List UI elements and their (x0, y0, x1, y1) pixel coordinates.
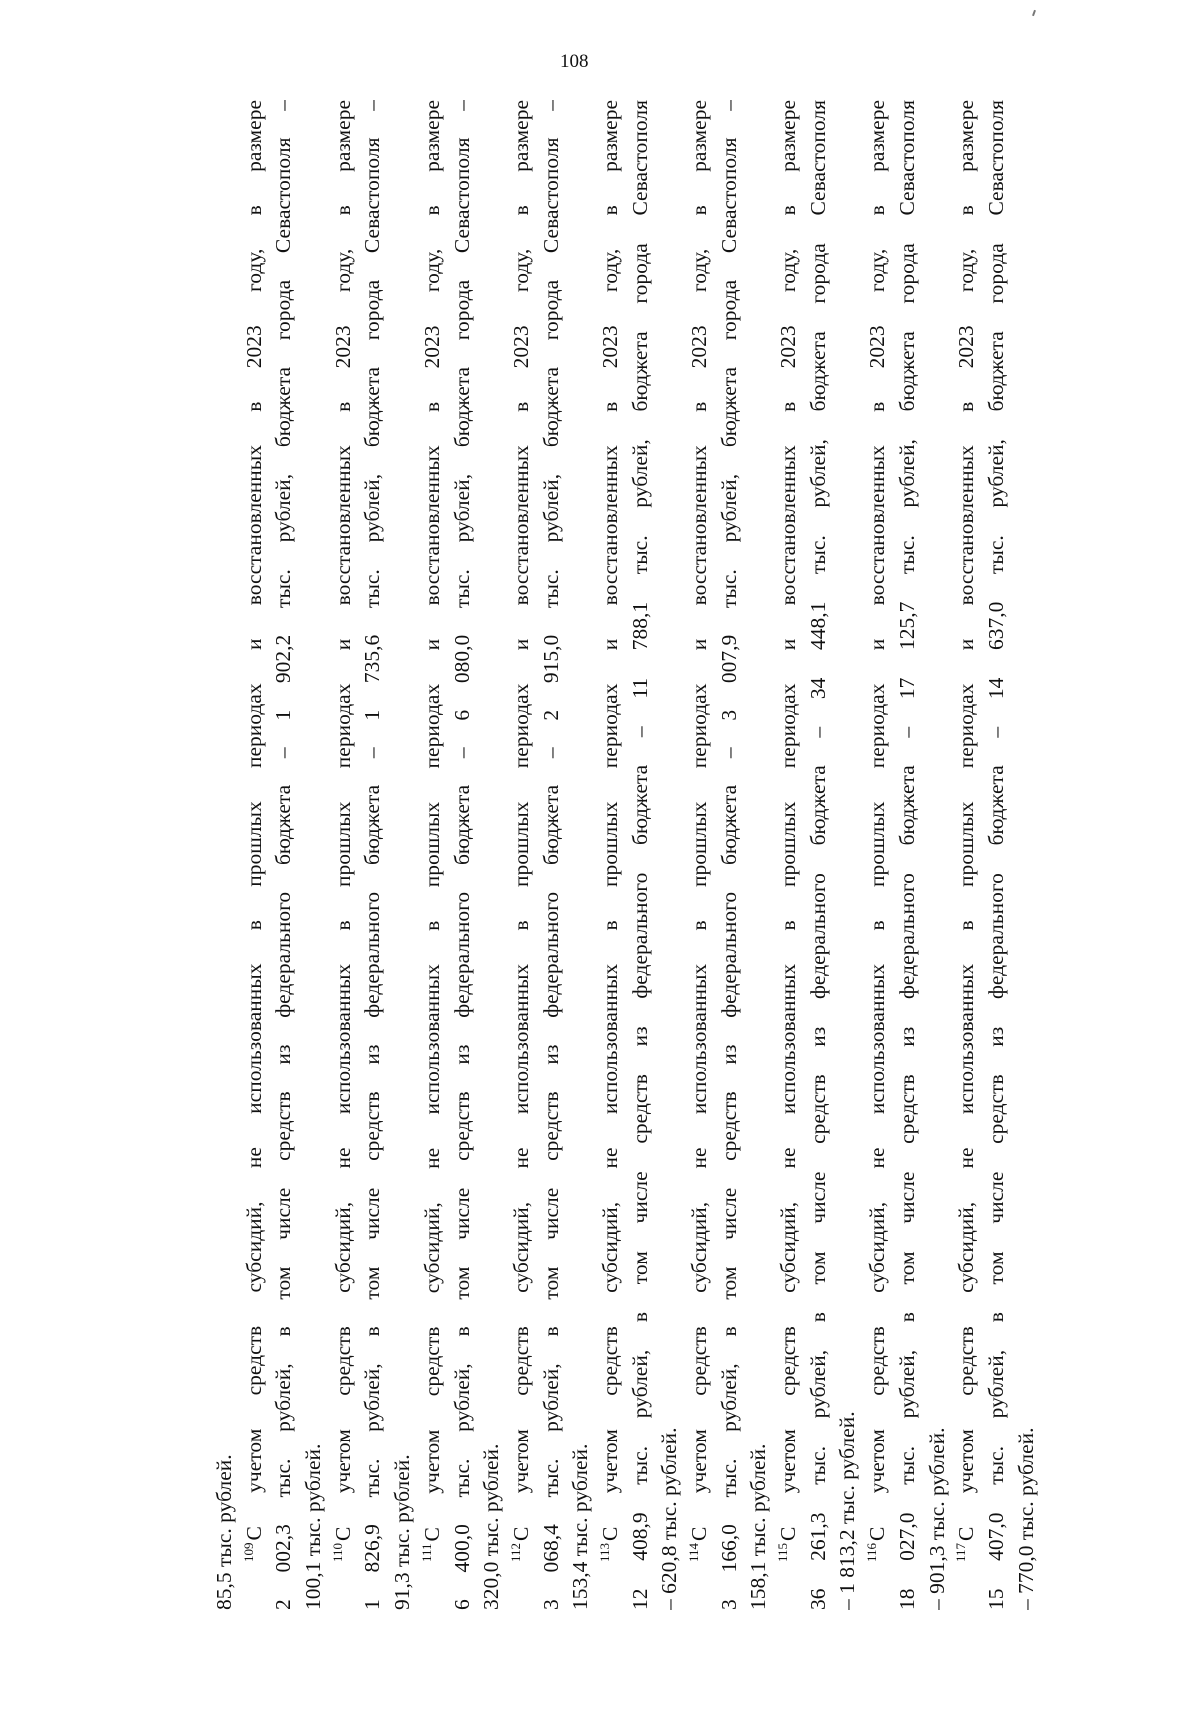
footnote-text: С учетом средств субсидий, не использованных в прошлых периодах и восстановленных в 2023 году, в размере (241, 100, 266, 1541)
footnote-line-end: 91,3 тыс. рублей. (390, 1454, 415, 1610)
footnote-line-start (952, 100, 982, 1610)
footnote-text: С учетом средств субсидий, не использованных в прошлых периодах и восстановленных в 2023 году, в размере (597, 100, 622, 1541)
footnote-line-end: 100,1 тыс. рублей. (301, 1443, 326, 1610)
footnote-line-end: – 770,0 тыс. рублей. (1013, 1427, 1038, 1610)
footnote-text: С учетом средств субсидий, не использованных в прошлых периодах и восстановленных в 2023 году, в размере (687, 100, 711, 1541)
footnote-line-end: – 620,8 тыс. рублей. (657, 1427, 682, 1610)
footnote-line-continued: 36 261,3 тыс. рублей, в том числе средств из федерального бюджета – 34 448,1 тыс. рублей, бюджета города Севастополя (805, 100, 830, 1610)
footnote-line-continued: 2 002,3 тыс. рублей, в том числе средств из федерального бюджета – 1 902,2 тыс. рублей, бюджета города Севастополя – (271, 100, 296, 1610)
footnote-line-continued: 1 826,9 тыс. рублей, в том числе средств из федерального бюджета – 1 735,6 тыс. рублей, бюджета города Севастополя – (360, 100, 385, 1610)
footnote-line-continued: 6 400,0 тыс. рублей, в том числе средств из федерального бюджета – 6 080,0 тыс. рублей, бюджета города Севастополя – (449, 100, 474, 1610)
footnote-line-continued: 15 407,0 тыс. рублей, в том числе средств из федерального бюджета – 14 637,0 тыс. рублей, бюджета города Севастополя (983, 100, 1008, 1610)
footnote-line-end: 320,0 тыс. рублей. (479, 1443, 504, 1610)
footnote-text: С учетом средств субсидий, не использованных в прошлых периодах и восстановленных в 2023 году, в размере (776, 100, 801, 1541)
footnote-line-start (685, 100, 715, 1610)
footnote-text: С учетом средств субсидий, не использованных в прошлых периодах и восстановленных в 2023 году, в размере (419, 100, 444, 1542)
footnote-line-end: 158,1 тыс. рублей. (746, 1443, 771, 1610)
footnote-line-continued: 3 068,4 тыс. рублей, в том числе средств из федерального бюджета – 2 915,0 тыс. рублей, бюджета города Севастополя – (538, 100, 563, 1610)
footnote-marker: 112 (507, 1542, 523, 1562)
footnote-line-start (596, 100, 626, 1610)
footnote-marker: 110 (329, 1542, 345, 1562)
footnote-marker: 117 (953, 1542, 969, 1562)
page-number: 108 (560, 51, 589, 72)
footnote-lines (210, 100, 1041, 1610)
footnote-line-start (329, 100, 359, 1610)
footnote-marker: 115 (775, 1542, 791, 1562)
footnote-line-end: – 1 813,2 тыс. рублей. (835, 1411, 860, 1610)
footnote-text: С учетом средств субсидий, не использованных в прошлых периодах и восстановленных в 2023 году, в размере (330, 100, 355, 1541)
footnote-line-start (240, 100, 270, 1610)
footnote-text: С учетом средств субсидий, не использованных в прошлых периодах и восстановленных в 2023 году, в размере (954, 100, 979, 1541)
footnote-marker: 113 (596, 1542, 612, 1562)
footnote-line-end: – 901,3 тыс. рублей. (924, 1427, 949, 1610)
footnote-text: С учетом средств субсидий, не использованных в прошлых периодах и восстановленных в 2023 году, в размере (865, 100, 890, 1541)
footnote-marker: 109 (240, 1542, 256, 1562)
footnote-line-start (418, 100, 448, 1610)
footnote-line-start (863, 100, 893, 1610)
rotated-footnotes-block (210, 100, 1041, 1610)
footnote-marker: 114 (686, 1542, 701, 1562)
footnote-marker: 111 (418, 1543, 434, 1562)
scan-artifact (1032, 10, 1036, 16)
footnote-line-start (774, 100, 804, 1610)
footnote-line-end: 153,4 тыс. рублей. (568, 1443, 593, 1610)
footnote-line-start (507, 100, 537, 1610)
footnote-text: С учетом средств субсидий, не использованных в прошлых периодах и восстановленных в 2023 году, в размере (508, 100, 533, 1541)
footnote-line-continued: 12 408,9 тыс. рублей, в том числе средств из федерального бюджета – 11 788,1 тыс. рублей, бюджета города Севастополя (627, 100, 652, 1610)
footnote-line-end: 85,5 тыс. рублей. (212, 1454, 236, 1610)
footnote-line-continued: 3 166,0 тыс. рублей, в том числе средств из федерального бюджета – 3 007,9 тыс. рублей, бюджета города Севастополя – (716, 100, 741, 1610)
footnote-line-continued: 18 027,0 тыс. рублей, в том числе средств из федерального бюджета – 17 125,7 тыс. рублей, бюджета города Севастополя (894, 100, 919, 1610)
footnote-marker: 116 (864, 1542, 880, 1562)
